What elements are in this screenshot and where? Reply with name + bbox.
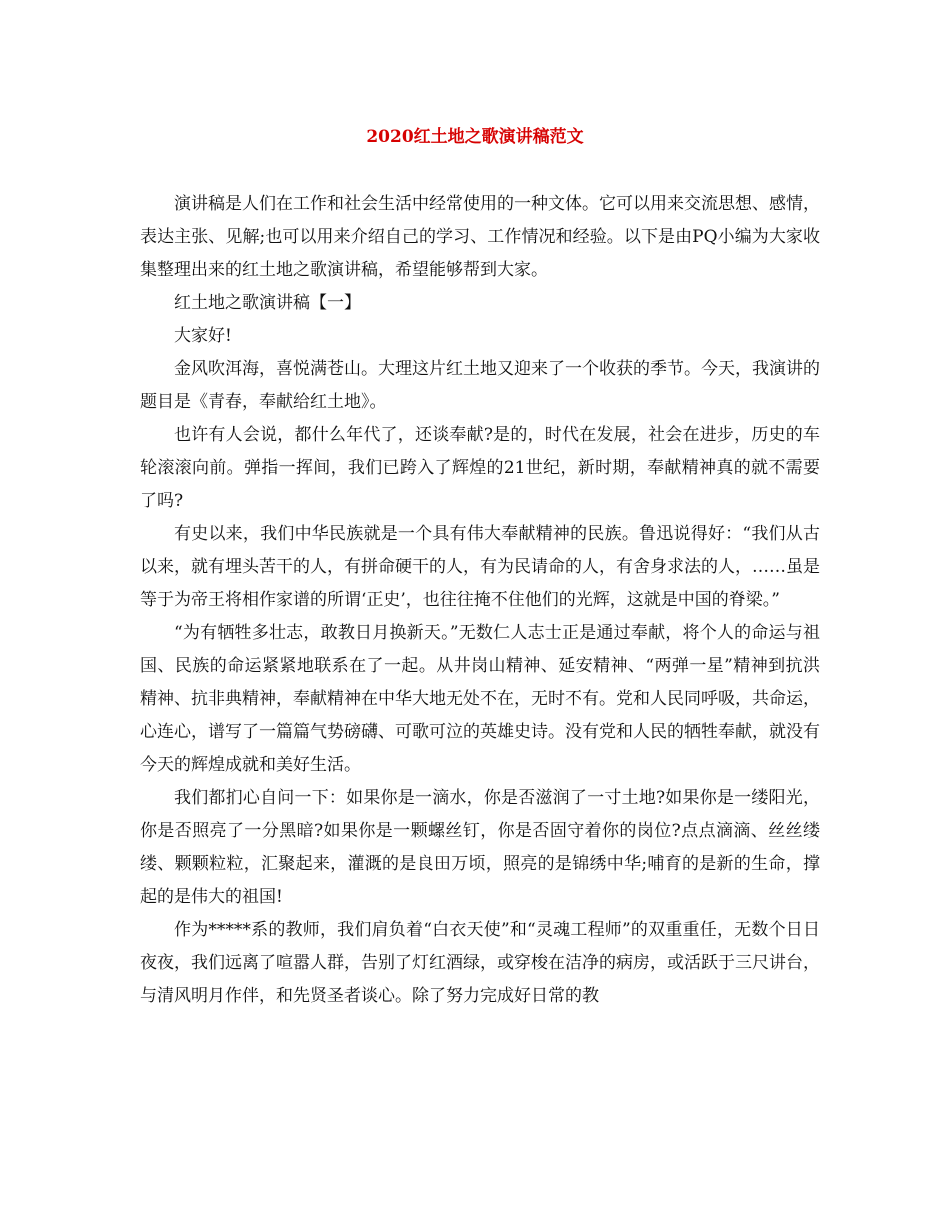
paragraph-intro: 演讲稿是人们在工作和社会生活中经常使用的一种文体。它可以用来交流思想、感情，表达主张、见解;也可以用来介绍自己的学习、工作情况和经验。以下是由PQ小编为大家收集整理出来的红土地之歌演讲稿，希望能够帮到大家。: [140, 194, 820, 280]
document-body: [140, 188, 820, 1013]
paragraph: 也许有人会说，都什么年代了，还谈奉献?是的，时代在发展，社会在进步，历史的车轮滚滚向前。弹指一挥间，我们已跨入了辉煌的21世纪，新时期，奉献精神真的就不需要了吗?: [140, 425, 820, 511]
paragraph: 有史以来，我们中华民族就是一个具有伟大奉献精神的民族。鲁迅说得好：“我们从古以来，就有埋头苦干的人，有拼命硬干的人，有为民请命的人，有舍身求法的人，……虽是等于为帝王将相作家谱的所谓‘正史’，也往往掩不住他们的光辉，这就是中国的脊梁。”: [140, 524, 820, 610]
document-title: 2020红土地之歌演讲稿范文: [366, 127, 584, 147]
paragraph: 金风吹洱海，喜悦满苍山。大理这片红土地又迎来了一个收获的季节。今天，我演讲的题目是《青春，奉献给红土地》。: [140, 359, 820, 412]
paragraph: 我们都扪心自问一下：如果你是一滴水，你是否滋润了一寸土地?如果你是一缕阳光，你是否照亮了一分黑暗?如果你是一颗螺丝钉，你是否固守着你的岗位?点点滴滴、丝丝缕缕、颗颗粒粒，汇聚起来，灌溉的是良田万顷，照亮的是锦绣中华;哺育的是新的生命，撑起的是伟大的祖国!: [140, 788, 820, 907]
paragraph: “为有牺牲多壮志，敢教日月换新天。”无数仁人志士正是通过奉献，将个人的命运与祖国、民族的命运紧紧地联系在了一起。从井岗山精神、延安精神、“两弹一星”精神到抗洪精神、抗非典精神，奉献精神在中华大地无处不在，无时不有。党和人民同呼吸，共命运，心连心，谱写了一篇篇气势磅礴、可歌可泣的英雄史诗。没有党和人民的牺牲奉献，就没有今天的辉煌成就和美好生活。: [140, 623, 820, 775]
paragraph: 作为*****系的教师，我们肩负着“白衣天使”和“灵魂工程师”的双重重任，无数个日日夜夜，我们远离了喧嚣人群，告别了灯红酒绿，或穿梭在洁净的病房，或活跃于三尺讲台，与清风明月作伴，和先贤圣者谈心。除了努力完成好日常的教: [140, 920, 820, 1006]
section-heading: 红土地之歌演讲稿【一】: [174, 293, 361, 313]
paragraph-greeting: 大家好!: [174, 326, 232, 346]
